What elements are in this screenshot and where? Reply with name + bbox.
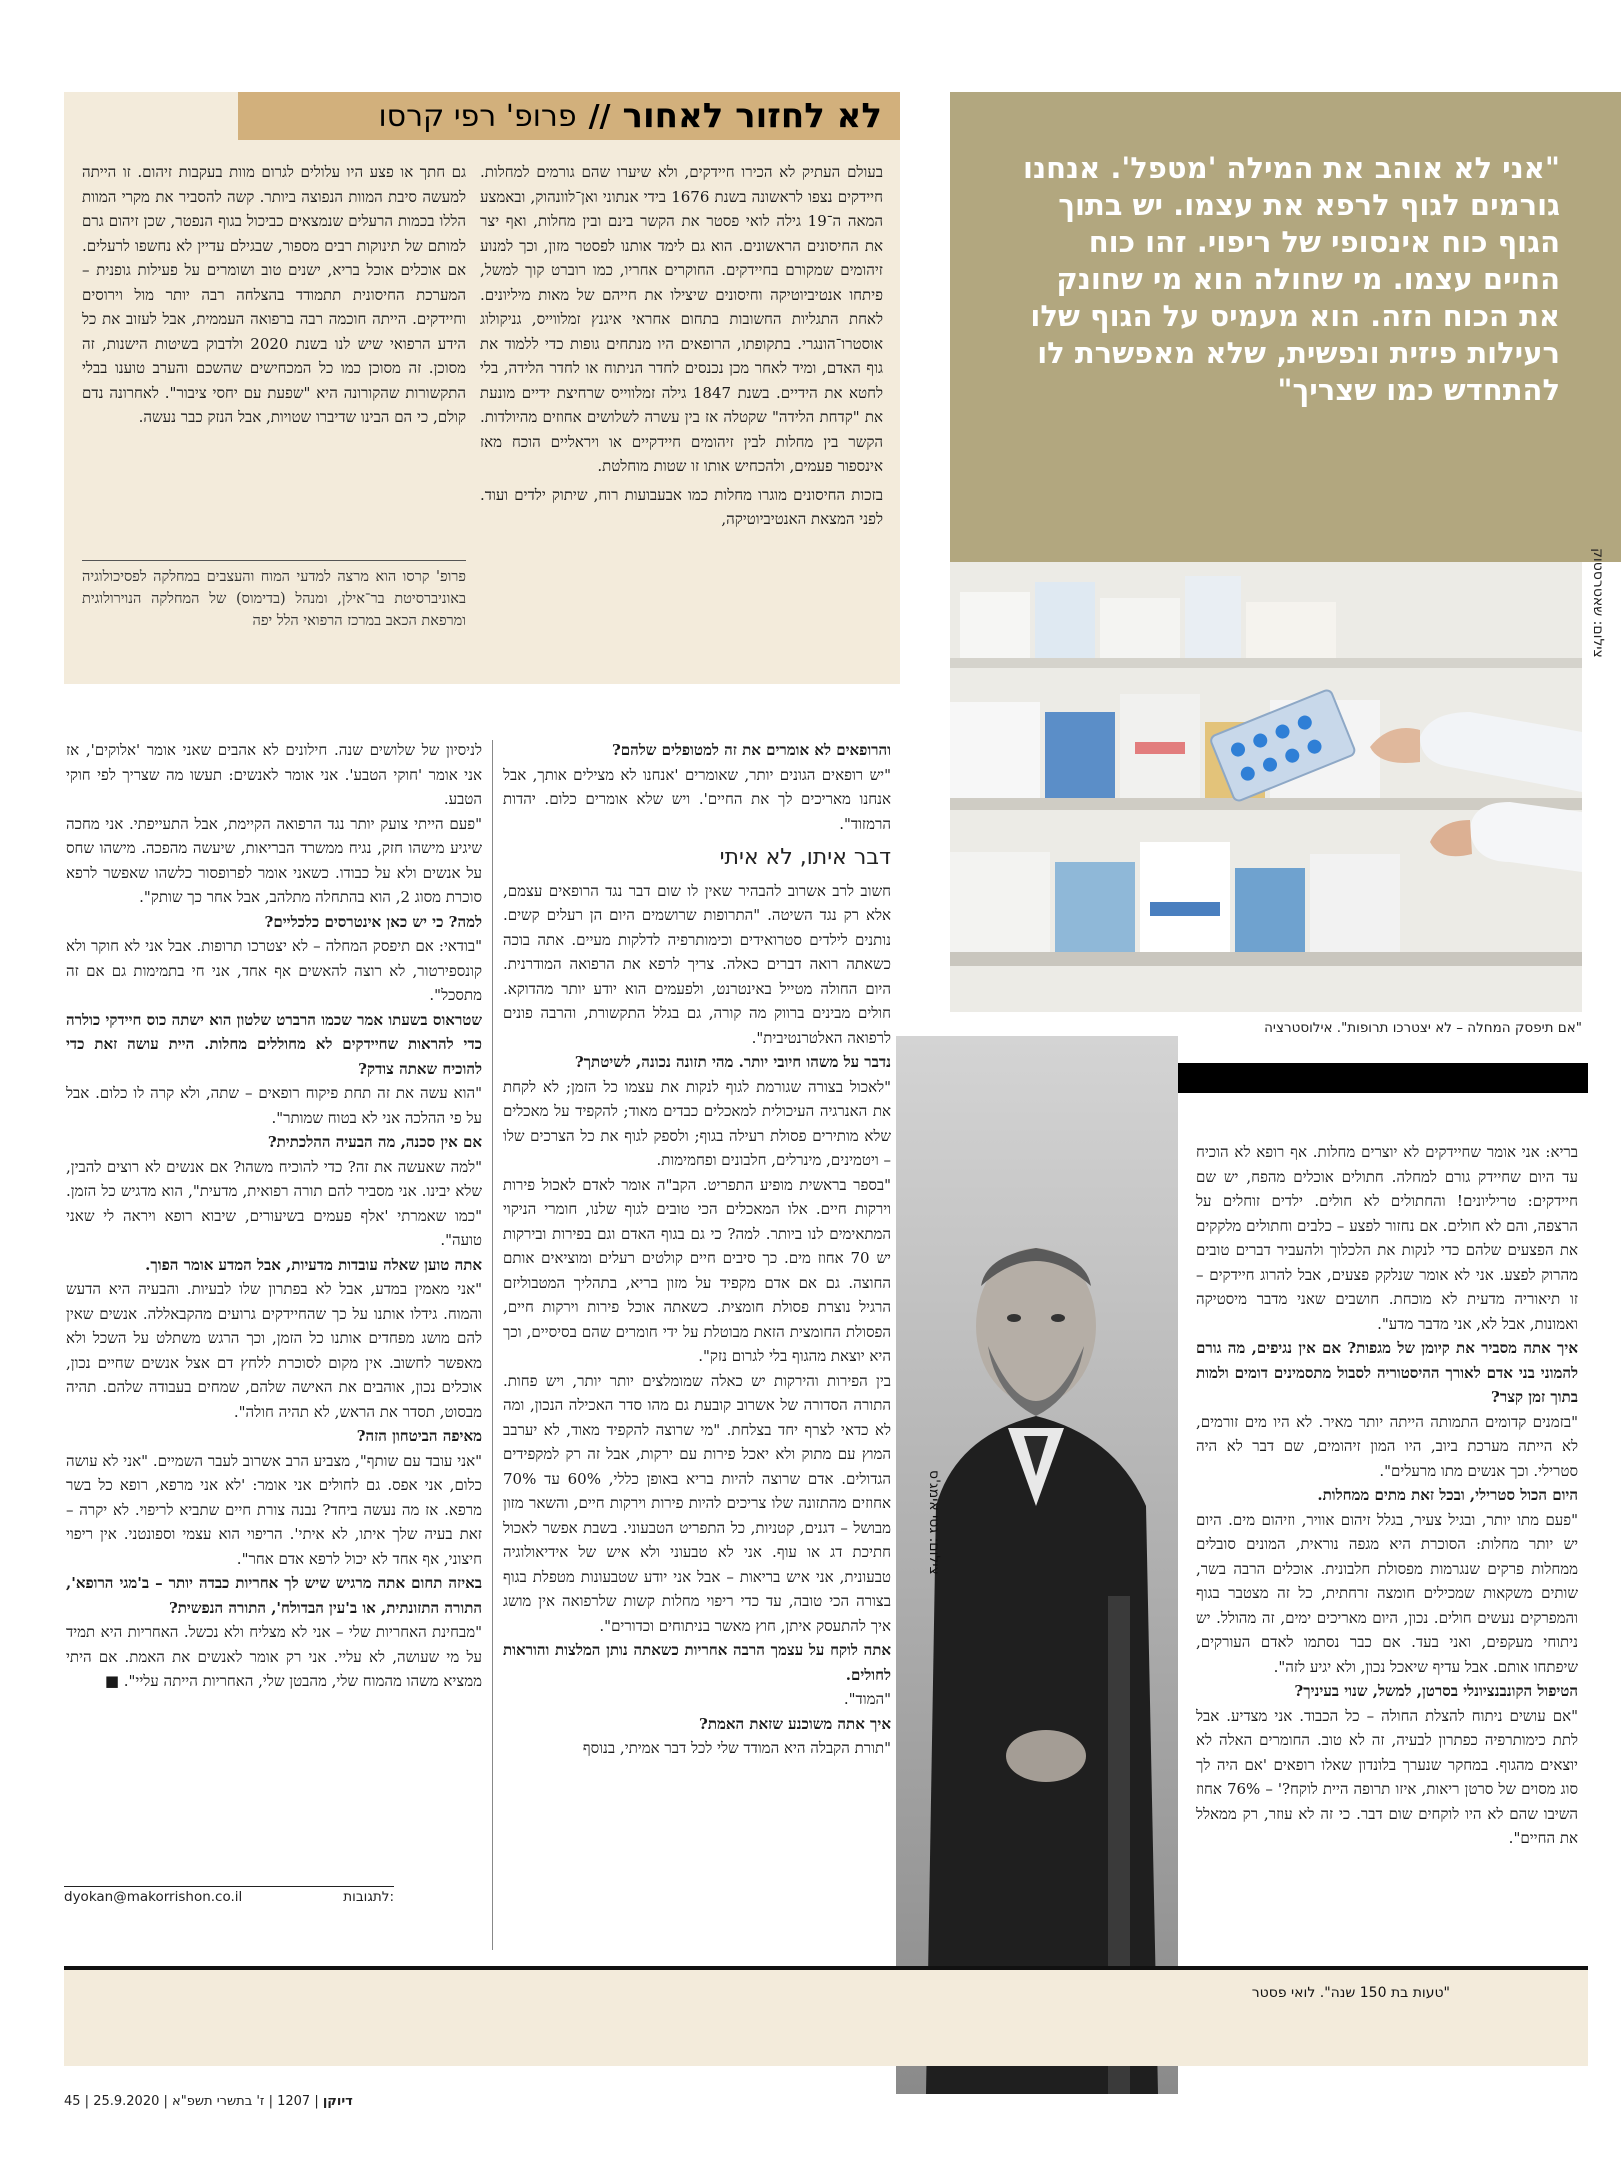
article-paragraph: "פעם מתו יותר, ובגיל צעיר, בגלל זיהום אוויר, וזיהום מים. היום יש יותר מחלות: הסוכרת היא מגפה נוראית, המונים סובלים ממחלות פרקים שנגרמות מפסולת חלבונית. אוכלים הרבה בשר, שותים משקאות שמכילים חומצה זרחתית, כל זה מצטבר בגוף והמפרקים נעשים חולים. נכון, היום מאריכים ימים, זה מהולל. יש ניתוחי מעקפים, ואני בעד. אם כבר נסתמו לאדם העורקים, שיפתחו אותם. אבל עדיף שיאכל נכון, ולא יגיע לזה". xyxy=(1196,1510,1578,1676)
pharmacy-illustration xyxy=(950,562,1582,1012)
pasteur-caption: "טעות בת 150 שנה". לואי פסטר xyxy=(1251,1985,1450,2001)
footer-hebdate: ז' בתשרי תשפ"א xyxy=(172,2094,265,2109)
page-footer xyxy=(64,2094,353,2109)
article-paragraph: בריא: אני אומר שחיידקים לא יוצרים מחלות. אף רופא לא הוכיח עד היום שחיידק גורם למחלה. חתולים אוכלים מהפח, יש שם חיידקים: טריליונים! והחתולים לא חולים. ילדים זוחלים על הרצפה, והם לא חולים. אם נחזור לפצע – כלבים וחתולים מלקקים את הפצעים שלהם כדי לנקות את הלכלוך ולהעביר דברים טובים מהרוק לפצע. אני לא אומר שנלקק פצעים, אבל להרוג חיידקים – זו תיאוריה מדעית לא מוכחת. חושבים שאני מדבר מיסטיקה ואמונות, אבל לא, אני מדבר מדע". xyxy=(1196,1143,1578,1333)
article-paragraph: "בספר בראשית מופיע התפריט. הקב"ה אומר לאדם לאכול פירות וירקות חיים. אלו המאכלים הכי טובים לגוף שלנו, חומרי הניקוי המתאימים לנו ביותר. למה? כי גם בגוף האדם וגם בפירות ובירקות יש 70 אחוז מים. כך סיבים חיים קולטים רעלים ומוציאים אותם החוצה. גם אם אדם מקפיד על מזון בריא, בתהליך המטבוליזם הרגיל נוצרת פסולת חומצית. כשאתה אוכל פירות וירקות חיים, הפסולת החומצית הזאת מבוטלת על ידי חומרים שהם בסיסיים, וכך היא יוצאת מהגוף בלי לגרום נזק". xyxy=(503,1175,891,1365)
footer-date: 25.9.2020 xyxy=(93,2094,160,2109)
column-header xyxy=(238,92,900,140)
feedback-line xyxy=(64,1886,394,1905)
footer-sep: | xyxy=(310,2094,319,2109)
photo-credit-pasteur: צילום: גטי אימג'ס xyxy=(926,1470,942,1575)
article-paragraph: "בזמנים קדומים התמותה הייתה יותר מאיר. לא היו מים זורמים, לא הייתה מערכת ביוב, היו המון זיהומים, שם דבר לא היה סטרילי. וכך אנשים מתו מרעלים". xyxy=(1196,1412,1578,1480)
footer-sep: | xyxy=(159,2094,168,2109)
interview-question: הטיפול הקונבנציונלי בסרטן, למשל, שנוי בעיניך? xyxy=(1294,1682,1578,1700)
article-paragraph: "אני מאמין במדע, אבל לא בפתרון שלו לבעיות. והבעיה היא הדעש והמוח. גידלו אותנו על כך שהחיידקים גרועים מהקבאללה. אנשים שאין להם מושג מפחדים אותנו כל הזמן, וכך הרגש משתלט על השכל ולא מאפשר לחשוב. אין מקום לסוכרת ללחץ דם אצל אנשים שחיים נכון, אוכלים נכון, אוהבים את האישה שלהם, שמחים בעבודה שלהם. תהיה מבסוט, תסדר את הראש, לא תהיה חולה". xyxy=(66,1280,482,1421)
photo-credit-top: צילום: שאטרסטוק xyxy=(1590,548,1606,658)
article-column-2 xyxy=(503,738,891,1916)
bio-divider xyxy=(82,560,466,561)
article-paragraph: "פעם הייתי צועק יותר נגד הרפואה הקיימת, אבל התעייפתי. אני מחכה שיגיע מישהו חזק, נגיח ממשרד הבריאות, שיעשה מהפכה. מישהו שחס על אנשים ולא על כבודו. כשאני אומר לפרופסור כלשהו שאפשר לרפא סוכרת מסוג 2, הוא בהתחלה מתלהב, אבל אחר כך שותק". xyxy=(66,814,482,906)
interview-question: שטראוס בשעתו אמר שכמו הרברט שלטון הוא ישתה כוס חיידקי כולרה כדי להראות שחיידקים לא מחוללים מחלות. היית עושה זאת כדי להוכיח שאתה צודק? xyxy=(66,1010,482,1078)
article-paragraph: "תורת הקבלה היא המודד שלי לכל דבר אמיתי, בנוסף xyxy=(582,1739,891,1757)
footer-page: 45 xyxy=(64,2094,81,2109)
article-paragraph: "אם עושים ניתוח להצלת החולה – כל הכבוד. אני מצדיע. אבל לתת כימותרפיה כפתרון לבעיה, זה לא טוב. החומרים האלה לא יוצאים מהגוף. במחקר שנערך בלונדון שאלו רופאים 'אם היה לך סוג מסוים של סרטן ריאות, איזו תרופה היית לוקח?' – 76% אחוז השיבו שהם לא היו לוקחים שום דבר. כי זה לא עוזר, רק ממאלל את החיים". xyxy=(1196,1706,1578,1847)
footer-magazine: דיוקן xyxy=(322,2094,353,2109)
pharmacy-caption: "אם תיפסק המחלה – לא יצטרכו תרופות". אילוסטרציה xyxy=(1264,1020,1582,1036)
interview-question: איך אתה משוכנע שזאת האמת? xyxy=(699,1714,891,1733)
article-paragraph: "מבחינת האחריות שלי – אני לא מצליח ולא נכשל. האחריות היא תמיד על מי שעושה, לא עליי. אני רק אומר לאנשים את האמת. אם היתי ממציא משהו מהמוח שלי, מהבטן שלי, האחריות הייתה עליי". ■ xyxy=(66,1623,482,1690)
interview-question: היום הכול סטרילי, ובכל זאת מתים ממחלות. xyxy=(1317,1486,1578,1504)
column-separator: // xyxy=(588,98,611,134)
column-rule xyxy=(492,740,493,1950)
column-author: פרופ' רפי קרסו xyxy=(378,98,577,134)
column-paragraph: בעולם העתיק לא הכירו חיידקים, ולא שיערו שהם גורמים למחלות. חיידקים נצפו לראשונה בשנת 1676 בידי אנתוני ואן־לוונהוק, ובאמצע המאה ה־19 גילה לואי פסטר את הקשר בינם ובין מחלות, ואף יצר את החיסונים הראשונים. הוא גם לימד אותנו לפסטר מזון, וכך למנוע זיהומים שמקורם בחיידקים. החוקרים אחריו, כמו רוברט קוך למשל, פיתחו אנטיביוטיקה וחיסונים שיצילו את חייהם של מאות מיליונים. לאחת התגליות החשובות בתחום אחראי איגנץ זמלווייס, גניקולוג אוסטרו־הונגרי. בתקופתו, הרופאים היו מנתחים גופות כדי ללמוד את גוף האדם, ומיד לאחר מכן נכנסים לחדר הניתוח או לחדר הלידה, בלי לחטא את הידיים. בשנת 1847 גילה זמלווייס שרחיצת ידיים מונעת את "קדחת הלידה" שקטלה אז בין עשרה לשלושים אחוזים מהיולדות. הקשר בין מחלות לבין זיהומים חיידקיים או ויראליים הוכח מאז אינספור פעמים, ולהכחיש אותו זו שטות מוחלטת. xyxy=(480,163,883,475)
article-paragraph: "בודאי: אם תיפסק המחלה – לא יצטרכו תרופות. אבל אני לא חוקר ולא קונספירטור, לא רוצה להאשים אף אחד, אני חי בתמימות גם אם זה מתסכל". xyxy=(66,937,482,1004)
article-paragraph: "המוד". xyxy=(843,1690,891,1708)
footer-sep: | xyxy=(80,2094,90,2109)
feedback-email[interactable]: dyokan@makorrishon.co.il xyxy=(64,1889,243,1905)
footer-sep: | xyxy=(264,2094,273,2109)
interview-question: והרופאים לא אומרים את זה למטופלים שלהם? xyxy=(611,741,891,759)
article-paragraph: "לאכול בצורה שגורמת לגוף לנקות את עצמו כל הזמן; לא לקחת את האנרגיה העיכולית למאכלים כבדים מאוד; להקפיד על מאכלים שלא מותירים פסולת רעילה בגוף; ולספק לגוף את כל הצרכים שלו – ויטמינים, מינרלים, חלבונים ופחמימות. xyxy=(503,1077,891,1169)
pull-quote: "אני לא אוהב את המילה 'מטפל'. אנחנו גורמים לגוף לרפא את עצמו. יש בתוך הגוף כוח אינסופי של ריפוי. זהו כוח החיים עצמו. מי שחולה הוא מי שחונק את הכוח הזה. הוא מעמיס על הגוף שלו רעילות פיזית ונפשית, שלא מאפשרת לו להתחדש כמו שצריך" xyxy=(1023,151,1560,407)
interview-question: נדבר על משהו חיובי יותר. מהי תזונה נכונה, לשיטתך? xyxy=(574,1053,891,1071)
column-paragraph: גם חתך או פצע היו עלולים לגרום מוות בעקבות זיהום. זו הייתה למעשה סיבת המוות הנפוצה ביותר. קשה להסביר את מקרי המוות הללו בכמות הרעלים שנמצאים כביכול בגוף הנפטר, שכן זיהום גרם למותם של תינוקות רבים מספור, שבגילם עדיין לא נחשפו לרעלים. אם אוכלים אוכל בריא, ישנים טוב ושומרים על פעילות גופנית – המערכת החיסונית תתמודד בהצלחה רבה יותר מול וירוסים וחיידקים. הייתה חוכמה רבה ברפואה העממית, אבל לעזוב את כל הידע הרפואי שיש לנו בשנת 2020 ולדבוק בשיטות הישנות, זה מסוכן. זה מסוכן כמו כל המכחישים שהשכם והערב טוענו בבלי התקשורות שהקורונה היא "שפעת עם יחסי ציבור". לאחרונה נדם קולם, כי הם הבינו שדיברו שטויות, אבל הנזק כבר נעשה. xyxy=(82,163,466,426)
section-heading: דבר איתו, לא איתי xyxy=(719,845,891,870)
footer-issue: 1207 xyxy=(277,2094,311,2109)
column-paragraph: בזכות החיסונים מוגרו מחלות כמו אבעבועות רוח, שיתוק ילדים ועוד. לפני המצאת האנטיביוטיקה, xyxy=(480,485,883,528)
interview-question: אם אין סכנה, מה הבעיה ההלכתית? xyxy=(267,1133,482,1151)
interview-question: למה? כי יש כאן אינטרסים כלכליים? xyxy=(264,912,482,931)
article-paragraph: "אני עובד עם שותף", מצביע הרב אשרוב לעבר השמיים. "אני לא עושה כלום, אני אפס. גם לחולים אני אומר: 'לא אני מרפא, רופא כל בשר מרפא. אז מה נעשה ביחד? נבנה צורת חיים שתביא לריפוי. לא יקרה – זאת בעיה שלך איתו, לא איתי'. הריפוי הוא עצמי וספונטני. אין ריפוי חיצוני, אף אחד לא יכול לרפא אדם אחר". xyxy=(66,1451,482,1568)
interview-question: באיזה תחום אתה מרגיש שיש לך אחריות כבדה יותר – ב'מגי הרופא', התורה התזונתית, או ב'עין הבדולח', התורה הנפשית? xyxy=(66,1574,482,1617)
feedback-label: לתגובות: xyxy=(343,1889,394,1905)
article-paragraph: "למה שאעשה את זה? כדי להוכיח משהו? אם אנשים לא רוצים להבין, שלא יבינו. אני מסביר להם תורה רפואית, מדעית", הוא מדגיש כל הזמן. "כמו שאמרתי 'אלף פעמים בשיעורים, שיבוא רופא ויראה לי שאני טועה". xyxy=(66,1157,482,1249)
article-paragraph: חשוב לרב אשרוב להבהיר שאין לו שום דבר נגד הרופאים עצמם, אלא רק נגד השיטה. "התרופות שרושמים היום הן רעלים קשים. נותנים לילדים סטרואידים וכימותרפיה לדלקות מעיים. אתה בוכה כשאתה רואה דברים כאלה. צריך לרפא את הרפואה המודרנית. היום החולה מטייל באינטרנט, ולפעמים הוא יודע יותר מהדוקא. חולים מבינים ברווק מה קורה, גם בגלל התקשורת, והרבה פונים לרפואה האלטרנטיבית". xyxy=(503,881,891,1047)
article-paragraph: לניסיון של שלושים שנה. חילונים לא אהבים שאני אומר 'אלוקים', אז אני אומר 'חוקי הטבע'. אני אומר לאנשים: תעשו מה שצריך לפי חוקי הטבע. xyxy=(66,741,482,808)
article-column-1 xyxy=(1196,1140,1578,1860)
interview-question: אתה טוען שאלה עובדות מדעיות, אבל המדע אומר הפוך. xyxy=(145,1255,482,1274)
article-paragraph: "הוא עשה את זה תחת פיקוח רופאים – שתה, ולא קרה לו כלום. אבל על פי ההלכה אני לא בטוח שמותר". xyxy=(66,1084,482,1127)
interview-question: אתה לוקח על עצמך הרבה אחריות כשאתה נותן המלצות והוראות לחולים. xyxy=(503,1641,891,1684)
column-text-right xyxy=(480,160,883,670)
article-paragraph: "יש רופאים הגונים יותר, שאומרים 'אנחנו לא מצילים אותך, אבל אנחנו מאריכים לך את החיים'. ויש שלא אומרים כלום. יהדות הרמזוד". xyxy=(503,765,891,833)
pharmacy-photo xyxy=(950,562,1582,1012)
article-column-3 xyxy=(66,738,482,1878)
article-paragraph: בין הפירות והירקות יש כאלה שמומלצים יותר יותר, ויש פחות. התורה הסדורה של אשרוב קובעת גם מהו סדר האכילה הנכון, ומה לא כדאי לצרף יחד בצלחת. "מי שרוצה להקפיד מאוד, לא יערבב המוץ עם מתוק ולא יאכל פירות עם ירקות, אבל זה רק למקפידים הגדולים. אדם שרוצה להיות בריא באופן כללי, 60% עד 70% אחוזים מהתזונה שלו צריכים להיות פירות וירקות חיים, והשאר מזון מבושל – דגנים, קטניות, כל התפריט הטבעוני. בשבת אפשר לאכול חתיכת דג או עוף. אני לא טבעוני ולא איש של אידיאולוגיה טבעונית, אני איש בריאות – אבל אני יודע שטבעונות מטפלת בגוף בצורה הכי טובה, עד כדי ריפוי מחלות קשות שלרפואה אין מושג איך להתעסק איתן, חוץ מאשר בניתוחים וכדורים". xyxy=(503,1371,891,1635)
interview-question: איך אתה מסביר את קיומן של מגפות? אם אין נגיפים, מה גורם להמוני בני אדם לאורך ההיסטוריה לסבול מתסמינים דומים ולמות בתוך זמן קצר? xyxy=(1196,1339,1578,1406)
column-title: לא לחזור לאחור xyxy=(622,96,882,136)
column-text-left xyxy=(82,160,466,540)
interview-question: מאיפה הביטחון הזה? xyxy=(356,1427,482,1445)
author-bio: פרופ' קרסו הוא מרצה למדעי המוח והעצבים במחלקה לפסיכולוגיה באוניברסיטת בר־אילן, ומנהל (בדימוס) של המחלקה הנוירולוגית ומרפאת הכאב במרכז הרפואי הלל יפה xyxy=(82,569,466,629)
